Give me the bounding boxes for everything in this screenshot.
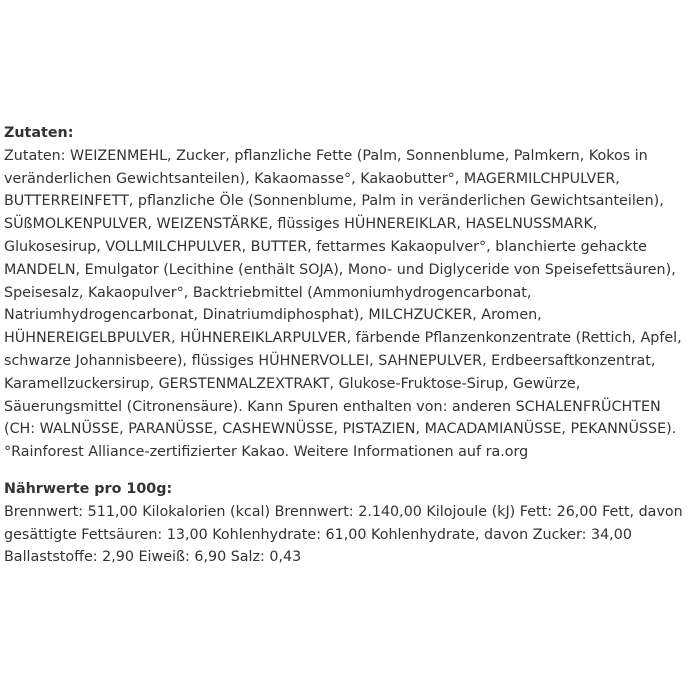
ingredients-text: Zutaten: WEIZENMEHL, Zucker, pflanzliche Fette (Palm, Sonnenblume, Palmkern, Kokos in veränderlichen Gewichtsanteilen), Kakaomasse°, Kakaobutter°, MAGERMILCHPULVER, BUTTERREINFETT, pflanzliche Öle (Sonnenblume, Palm in veränderlichen Gewichtsanteilen), SÜßMOLKENPULVER, WEIZENSTÄRKE, flüssiges HÜHNEREIKLAR, HASELNUSSMARK, Glukosesirup, VOLLMILCHPULVER, BUTTER, fettarmes Kakaopulver°, blanchierte gehackte MANDELN, Emulgator (Lecithine (enthält SOJA), Mono- und Diglyceride von Speisefettsäuren), Speisesalz, Kakaopulver°, Backtriebmittel (Ammoniumhydrogencarbonat, Natriumhydrogencarbonat, Dinatriumdiphosphat), MILCHZUCKER, Aromen, HÜHNEREIGELBPULVER, HÜHNEREIKLARPULVER, färbende Pflanzenkonzentrate (Rettich, Apfel, schwarze Johannisbeere), flüssiges HÜHNERVOLLEI, SAHNEPULVER, Erdbeersaftkonzentrat, Karamellzuckersirup, GERSTENMALZEXTRAKT, Glukose-Fruktose-Sirup, Gewürze, Säuerungsmittel (Citronensäure). Kann Spuren enthalten von: anderen SCHALENFRÜCHTEN (CH: WALNÜSSE, PARANÜSSE, CASHEWNÜSSE, PISTAZIEN, MACADAMIANÜSSE, PEKANNÜSSE). — [4, 147, 682, 438]
ingredients-footnote: °Rainforest Alliance-zertifizierter Kakao. Weitere Informationen auf ra.org — [4, 444, 529, 461]
product-info — [4, 122, 694, 569]
section-spacer — [4, 464, 694, 478]
nutrition-text: Brennwert: 511,00 Kilokalorien (kcal) Brennwert: 2.140,00 Kilojoule (kJ) Fett: 26,00 Fett, davon gesättigte Fettsäuren: 13,00 Kohlenhydrate: 61,00 Kohlenhydrate, davon Zucker: 34,00 Ballaststoffe: 2,90 Eiweiß: 6,90 Salz: 0,43 — [4, 503, 683, 566]
ingredients-heading: Zutaten: — [4, 125, 74, 141]
nutrition-heading: Nährwerte pro 100g: — [4, 480, 173, 497]
